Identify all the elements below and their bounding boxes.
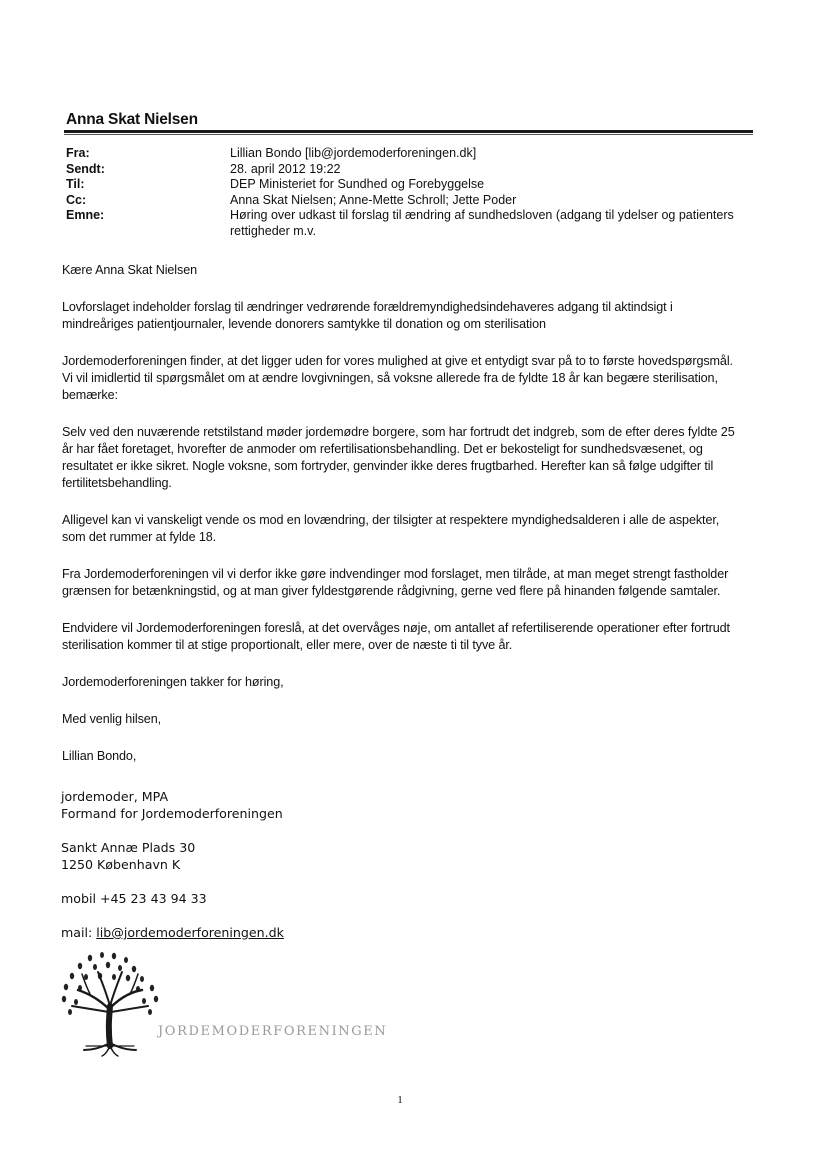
header-label: Sendt: (66, 161, 105, 176)
body-paragraph: Selv ved den nuværende retstilstand møder jordemødre borgere, som har fortrudt det indgreb, som de efter deres fyldte 25 år har fået foretaget, hvorefter de anmoder om refertilisationsbehandling. Det er bekosteligt for sundhedsvæsenet, og resultatet er ikke sikret. Nogle voksne, som fortryder, genvinder ikke deres frugtbarhed. Herefter kan så følge udgifter til fertilitetsbehandling. (62, 425, 735, 490)
closing-regards: Med venlig hilsen, (62, 712, 162, 726)
header-subject (66, 208, 746, 239)
header-sent (66, 162, 746, 178)
header-rule-thin (64, 134, 753, 135)
sender-name: Lillian Bondo, (62, 749, 137, 763)
mail-label: mail: (61, 925, 93, 940)
signature-phone: mobil +45 23 43 94 33 (61, 891, 207, 906)
header-to (66, 177, 746, 193)
header-label: Fra: (66, 146, 90, 160)
signature-titles (61, 788, 461, 822)
address-line: 1250 København K (61, 857, 181, 872)
tree-icon (50, 950, 170, 1060)
email-body (62, 262, 742, 785)
body-paragraph: Lovforslaget indeholder forslag til ændringer vedrørende forældremyndighedsindehaveres adgang til aktindsigt i mindreåriges patientjournaler, levende donorers samtykke til donation og om sterilisation (62, 300, 673, 331)
signature-block (61, 788, 461, 958)
header-label: Til: (66, 177, 85, 191)
signature-role: Formand for Jordemoderforeningen (61, 806, 283, 821)
signature-title: jordemoder, MPA (61, 789, 169, 804)
header-value: Anna Skat Nielsen; Anne-Mette Schroll; Jette Poder (230, 192, 517, 207)
header-value: Lillian Bondo [lib@jordemoderforeningen.dk] (230, 146, 477, 160)
body-paragraph: Endvidere vil Jordemoderforeningen foreslå, at det overvåges nøje, om antallet af refertiliserende operationer efter fortrudt sterilisation kommer til at stige proportionalt, eller mere, over de næste ti til tyve år. (62, 621, 730, 652)
page-number: 1 (397, 1094, 403, 1106)
header-value: Høring over udkast til forslag til ændring af sundhedsloven (adgang til ydelser og patienters rettigheder m.v. (230, 208, 734, 238)
header-rule (64, 130, 753, 133)
email-headers (66, 146, 746, 239)
association-logo (50, 950, 390, 1060)
header-value: DEP Ministeriet for Sundhed og Forebyggelse (230, 177, 485, 191)
signature-address (61, 839, 461, 873)
header-label: Cc: (66, 192, 87, 207)
header-label: Emne: (66, 208, 105, 222)
logo-wordmark: JORDEMODERFORENINGEN (158, 1024, 388, 1039)
body-paragraph: Alligevel kan vi vanskeligt vende os mod en lovændring, der tilsigter at respektere myndighedsalderen i alle de aspekter, som det rummer at fylde 18. (62, 513, 720, 544)
signature-mail (61, 924, 461, 941)
header-value: 28. april 2012 19:22 (230, 161, 341, 176)
mail-link[interactable]: lib@jordemoderforeningen.dk (96, 925, 284, 940)
header-from (66, 146, 746, 162)
mailbox-owner-name: Anna Skat Nielsen (66, 111, 198, 128)
header-cc (66, 193, 746, 209)
body-paragraph: Fra Jordemoderforeningen vil vi derfor ikke gøre indvendinger mod forslaget, men tilråde, at man meget strengt fastholder grænsen for betænkningstid, og at man giver fyldestgørende rådgivning, gerne ved flere på hinanden følgende samtaler. (62, 567, 729, 598)
address-line: Sankt Annæ Plads 30 (61, 840, 196, 855)
body-paragraph: Jordemoderforeningen finder, at det ligger uden for vores mulighed at give et entydigt svar på to to første hovedspørgsmål. Vi vil imidlertid til spørgsmålet om at ændre lovgivningen, så voksne allerede fra de fyldte 18 år kan begære sterilisation, bemærke: (62, 354, 733, 402)
greeting: Kære Anna Skat Nielsen (62, 263, 198, 277)
closing-thanks: Jordemoderforeningen takker for høring, (62, 675, 284, 689)
